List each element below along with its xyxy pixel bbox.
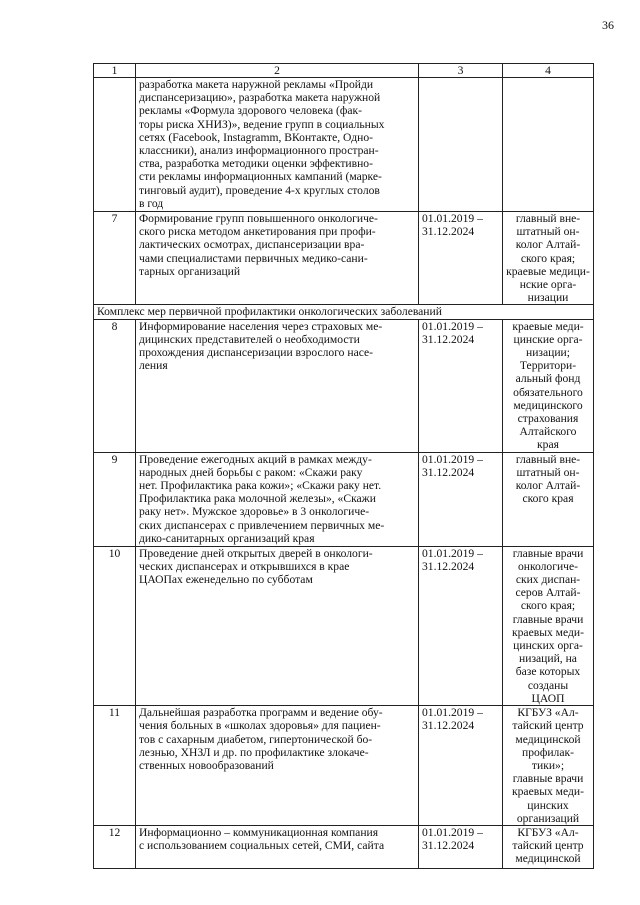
measure-text-cell: Проведение ежегодных акций в рамках между- народных дней борьбы с раком: «Скажи раку нет. Профилактика рака кожи»; «Скажи раку нет. Профилактика рака молочной железы», «Скажи раку нет». Мужское здоровье» в 3 онкологиче- ских диспансерах с привлечением первичных ме- дико-санитарных организаций края (136, 452, 419, 546)
page-number: 36 (602, 18, 614, 32)
responsible-cell: главный вне- штатный он- колог Алтай- ского края; краевые медици- нские орга- низации (503, 212, 594, 305)
period-cell (419, 78, 503, 212)
section-title: Комплекс мер первичной профилактики онкологических заболеваний (94, 305, 594, 319)
row-number-cell: 10 (94, 546, 136, 705)
row-number-cell: 8 (94, 319, 136, 452)
period-cell: 01.01.2019 – 31.12.2024 (419, 825, 503, 868)
table-row (94, 212, 594, 305)
table-row (94, 319, 594, 452)
measure-text-cell: Формирование групп повышенного онкологиче- ского риска методом анкетирования при профи- лактических осмотрах, диспансеризации вра- чами специалистами первичных медико-сани- тарных организаций (136, 212, 419, 305)
period-cell: 01.01.2019 – 31.12.2024 (419, 452, 503, 546)
row-number-cell: 11 (94, 706, 136, 826)
row-number-cell (94, 78, 136, 212)
period-cell: 01.01.2019 – 31.12.2024 (419, 319, 503, 452)
measure-text-cell: Информационно – коммуникационная компания с использованием социальных сетей, СМИ, сайта (136, 825, 419, 868)
table-row (94, 825, 594, 868)
responsible-cell: краевые меди- цинские орга- низации; Территори- альный фонд обязательного медицинского страхования Алтайского края (503, 319, 594, 452)
period-cell: 01.01.2019 – 31.12.2024 (419, 706, 503, 826)
header-cell-responsible: 4 (503, 64, 594, 78)
header-cell-number: 1 (94, 64, 136, 78)
row-number-cell: 12 (94, 825, 136, 868)
responsible-cell: КГБУЗ «Ал- тайский центр медицинской профилак- тики»; главные врачи краевых меди- цинских организаций (503, 706, 594, 826)
responsible-cell (503, 78, 594, 212)
period-cell: 01.01.2019 – 31.12.2024 (419, 212, 503, 305)
table-header-row (94, 64, 594, 78)
table-row (94, 452, 594, 546)
measure-text-cell: Информирование населения через страховых ме- дицинских представителей о необходимости прохождения диспансеризации взрослого насе- ления (136, 319, 419, 452)
measure-text-cell: Проведение дней открытых дверей в онкологи- ческих диспансерах и открывшихся в крае ЦАОПах еженедельно по субботам (136, 546, 419, 705)
measures-table (93, 63, 594, 869)
table-row (94, 546, 594, 705)
table-row (94, 706, 594, 826)
responsible-cell: главный вне- штатный он- колог Алтай- ского края (503, 452, 594, 546)
measure-text-cell: разработка макета наружной рекламы «Пройди диспансеризацию», разработка макета наружной рекламы «Формула здорового человека (фак- торы риска ХНИЗ)», ведение групп в социальных сетях (Facebook, Instagramm, ВКонтакте, Одно- классники), анализ информационного простран- ства, разработка методики оценки эффективно- сти рекламы информационных кампаний (марке- тинговый аудит), проведение 4-х круглых столов в год (136, 78, 419, 212)
table-row-continuation (94, 78, 594, 212)
row-number-cell: 9 (94, 452, 136, 546)
header-cell-period: 3 (419, 64, 503, 78)
period-cell: 01.01.2019 – 31.12.2024 (419, 546, 503, 705)
header-cell-measure: 2 (136, 64, 419, 78)
section-header-row (94, 305, 594, 319)
responsible-cell: КГБУЗ «Ал- тайский центр медицинской (503, 825, 594, 868)
measure-text-cell: Дальнейшая разработка программ и ведение обу- чения больных в «школах здоровья» для пациен- тов с сахарным диабетом, гипертонической бо- лезнью, ХНЗЛ и др. по профилактике злокаче- ственных новообразований (136, 706, 419, 826)
responsible-cell: главные врачи онкологиче- ских диспан- серов Алтай- ского края; главные врачи краевых меди- цинских орга- низаций, на базе которых созданы ЦАОП (503, 546, 594, 705)
row-number-cell: 7 (94, 212, 136, 305)
